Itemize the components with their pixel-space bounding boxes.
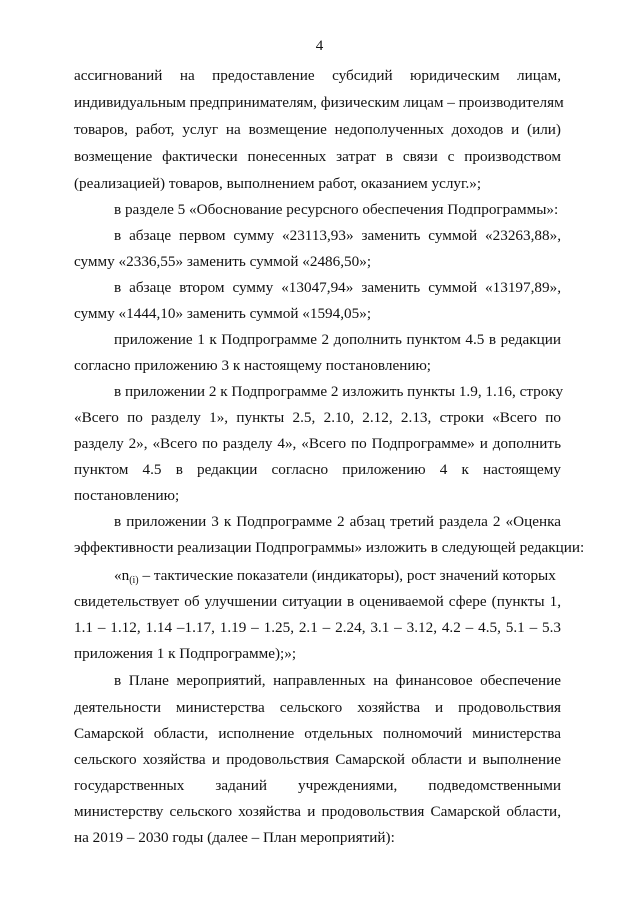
text-line: в абзаце первом сумму «23113,93» заменить суммой «23263,88», (114, 227, 561, 244)
text-line: разделу 2», «Всего по разделу 4», «Всего по Подпрограмме» и дополнить (74, 435, 561, 452)
text-fragment: «n (114, 567, 130, 584)
text-line: 1.1 – 1.12, 1.14 –1.17, 1.19 – 1.25, 2.1 – 2.24, 3.1 – 3.12, 4.2 – 4.5, 5.1 – 5.3 (74, 619, 561, 636)
text-line: приложение 1 к Подпрограмме 2 дополнить пунктом 4.5 в редакции (114, 331, 561, 348)
text-line: постановлению; (74, 487, 180, 504)
text-line: свидетельствует об улучшении ситуации в оцениваемой сфере (пункты 1, (74, 593, 561, 610)
text-line: пунктом 4.5 в редакции согласно приложению 4 к настоящему (74, 461, 561, 478)
text-line: товаров, работ, услуг на возмещение недополученных доходов и (или) (74, 121, 561, 138)
text-line: сумму «2336,55» заменить суммой «2486,50»; (74, 253, 372, 270)
text-line (114, 567, 556, 585)
text-line: сумму «1444,10» заменить суммой «1594,05»; (74, 305, 372, 322)
text-line: ассигнований на предоставление субсидий юридическим лицам, (74, 67, 561, 84)
text-line: (реализацией) товаров, выполнением работ, оказанием услуг.»; (74, 175, 482, 192)
text-fragment: – тактические показатели (индикаторы), рост значений которых (138, 567, 556, 584)
text-line: в Плане мероприятий, направленных на финансовое обеспечение (114, 672, 561, 689)
text-line: государственных заданий учреждениями, подведомственными (74, 777, 561, 794)
text-line: в приложении 2 к Подпрограмме 2 изложить пункты 1.9, 1.16, строку (114, 383, 564, 400)
subscript-index: (i) (129, 575, 139, 586)
text-line: сельского хозяйства и продовольствия Самарской области и выполнение (74, 751, 561, 768)
text-line: в абзаце втором сумму «13047,94» заменить суммой «13197,89», (114, 279, 561, 296)
text-line: Самарской области, исполнение отдельных полномочий министерства (74, 725, 561, 742)
page-number: 4 (315, 38, 324, 54)
text-line: эффективности реализации Подпрограммы» изложить в следующей редакции: (74, 539, 585, 556)
text-line: возмещение фактически понесенных затрат в связи с производством (74, 148, 561, 165)
text-line: в разделе 5 «Обоснование ресурсного обеспечения Подпрограммы»: (114, 201, 559, 218)
text-line: деятельности министерства сельского хозяйства и продовольствия (74, 699, 561, 716)
text-line: приложения 1 к Подпрограмме);»; (74, 645, 297, 662)
text-line: согласно приложению 3 к настоящему постановлению; (74, 357, 432, 374)
text-line: министерству сельского хозяйства и продовольствия Самарской области, (74, 803, 561, 820)
text-line: в приложении 3 к Подпрограмме 2 абзац третий раздела 2 «Оценка (114, 513, 561, 530)
text-line: на 2019 – 2030 годы (далее – План мероприятий): (74, 829, 395, 846)
text-line: «Всего по разделу 1», пункты 2.5, 2.10, 2.12, 2.13, строки «Всего по (74, 409, 561, 426)
text-line: индивидуальным предпринимателям, физическим лицам – производителям (74, 94, 564, 111)
